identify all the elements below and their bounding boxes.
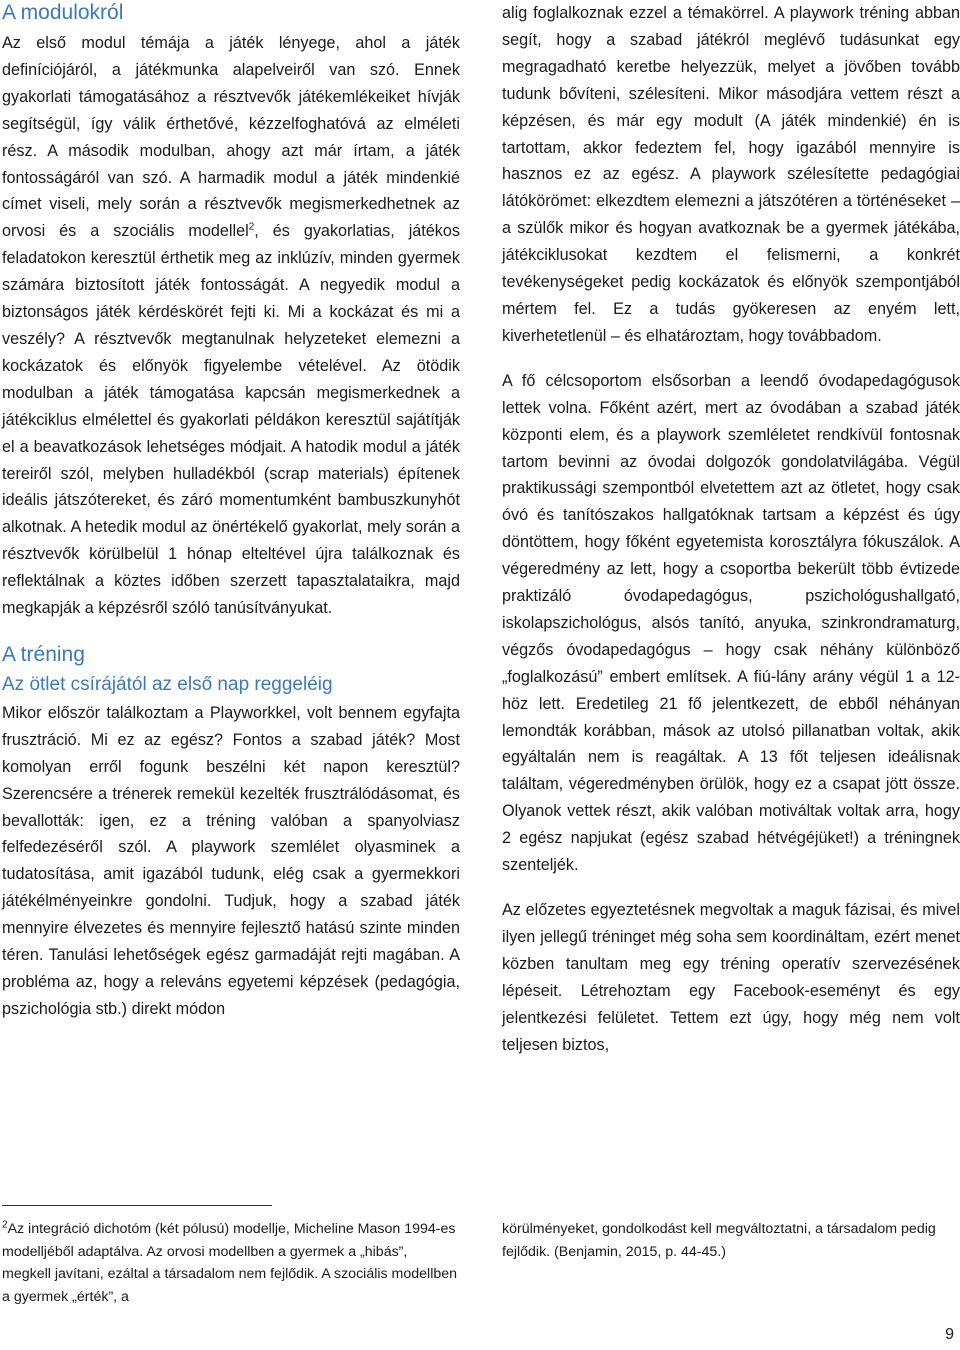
paragraph-modules <box>2 30 460 622</box>
heading-modules: A modulokról <box>2 1 124 24</box>
footnote-right: körülményeket, gondolkodást kell megváltoztatni, a társadalom pedig fejlődik. (Benjamin, 2015, p. 44-45.) <box>502 1221 936 1260</box>
paragraph-preparation: Az előzetes egyeztetésnek megvoltak a maguk fázisai, és mivel ilyen jellegű tréninget még soha sem koordináltam, ezért menet közben tanultam meg egy tréning operatív szervezésének lépéseit. Létrehoztam egy Facebook-eseményt és egy jelentkezési felületet. Tettem ezt úgy, hogy még nem volt teljesen biztos, <box>502 901 960 1054</box>
right-column <box>502 0 960 1058</box>
paragraph-target-group: A fő célcsoportom elsősorban a leendő óvodapedagógusok lettek volna. Főként azért, mert az óvodában a szabad játék központi elem, és a playwork szemléletet rendkívül fontosnak tartom bevinni az óvodai dolgozók gondolatvilágába. Végül praktikussági szempontból elvetettem azt az ötletet, hogy csak óvó és tanítószakos hallgatóknak tartsam a képzést és úgy döntöttem, hogy főként egyetemista korosztályra fókuszálok. A végeredmény az lett, hogy a csoportba bekerült több évtizede praktizáló óvodapedagógus, pszichológushallgató, iskolapszichológus, alsós tanító, anyuka, szinkrondramaturg, végzős óvodapedagógus – hogy csak néhány különböző „foglalkozású” embert említsek. A fiú-lány arány végül 1 a 12-höz lett. Eredetileg 21 fő jelentkezett, de ebből néhányan lemondták korábban, mások az utolsó pillanatban voltak, akik egyáltalán nem is reagáltak. A 13 főt teljesen ideálisnak találtam, végeredményben örülök, hogy ez a csapat jött össze. Olyanok vettek részt, akik valóban motiváltak voltak arra, hogy 2 egész napjukat (egész szabad hétvégéjüket!) a tréningnek szenteljék. <box>502 371 960 875</box>
paragraph-modules-text-a: Az első modul témája a játék lényege, ahol a játék definíciójáról, a játékmunka alapelveiről van szó. Ennek gyakorlati támogatásához a résztvevők játékemlékeiket hívják segítségül, így válik érthetővé, kézzelfoghatóvá az elméleti rész. A második modulban, ahogy azt már írtam, a játék fontosságáról van szó. A harmadik modul a játék mindenkié címet viseli, mely során a résztvevők megismerkedhetnek az orvosi és a szociális modellel <box>2 34 460 241</box>
footnote-separator <box>2 1205 272 1206</box>
heading-training: A tréning <box>2 642 85 666</box>
subheading-idea: Az ötlet csírájától az első nap reggeléig <box>2 673 333 695</box>
paragraph-modules-text-b: , és gyakorlatias, játékos feladatokon keresztül érthetik meg az inklúzív, minden gyermek számára biztosított játék fontosságát. A negyedik modul a biztonságos játék kérdéskörét fejti ki. Mi a kockázat és mi a veszély? A résztvevők megtanulnak helyzeteket elemezni a kockázatok és előnyök figyelembe vételével. Az ötödik modulban a játék támogatása kapcsán megismerkednek a játékciklus elmélettel és gyakorlati példákon keresztül sajátítják el a beavatkozások lehetséges módjait. A hatodik modul a játék tereiről szól, melyben hulladékból (scrap materials) építenek ideális játszótereket, és záró momentumként bambuszkunyhót alkotnak. A hetedik modul az önértékelő gyakorlat, mely során a résztvevők körülbelül 1 hónap elteltével újra találkoznak és reflektálnak a köztes időben szerzett tapasztalataikra, majd megkapják a képzésről szóló tanúsítványukat. <box>2 222 460 618</box>
left-column <box>2 0 460 1023</box>
paragraph-continued: alig foglalkoznak ezzel a témakörrel. A playwork tréning abban segít, hogy a szabad játékról meglévő tudásunkat egy megragadható keretbe helyezzük, melyet a jövőben tovább tudunk bővíteni, szélesíteni. Mikor másodjára vettem részt a képzésen, és már egy modult (A játék mindenkié) én is tartottam, akkor fedeztem fel, hogy igazából mennyire is hasznos ez az egész. A playwork szélesítette pedagógiai látókörömet: elkezdtem elemezni a játszótéren a történéseket – a szülők mikor és hogyan avatkoznak be a gyermek játékába, játékciklusokat kezdtem el felismerni, a konkrét tevékenységeket pedig kockázatok és előnyök szempontjából mértem fel. Ez a tudás gyökeresen az enyém lett, kiverhetetlenül – és elhatároztam, hogy továbbadom. <box>502 4 960 345</box>
footnote-left <box>2 1218 460 1308</box>
footnote-left-text: Az integráció dichotóm (két pólusú) modellje, Micheline Mason 1994-es modelljéből adaptálva. Az orvosi modellben a gyermek a „hibás”, megkell javítani, ezáltal a társadalom nem fejlődik. A szociális modellben a gyermek „érték”, a <box>2 1221 458 1305</box>
paragraph-idea: Mikor először találkoztam a Playworkkel, volt bennem egyfajta frusztráció. Mi ez az egész? Fontos a szabad játék? Most komolyan erről fogunk beszélni két napon keresztül? Szerencsére a trénerek remekül kezelték frusztrálódásomat, és bevallották: igen, ez a tréning valóban a spanyolviasz felfedezéséről szól. A playwork szemlélet olyasminek a tudatosítása, amit igazából tudunk, elég csak a gyermekkori játékélményeinkre gondolni. Tudjuk, hogy a szabad játék mennyire élvezetes és mennyire fejlesztő hatású szinte minden téren. Tanulási lehetőségek egész garmadáját rejti magában. A probléma az, hogy a releváns egyetemi képzések (pedagógia, pszichológia stb.) direkt módon <box>2 703 460 1018</box>
footnote-reference: 2 <box>248 221 255 233</box>
footnote-marker: 2 <box>2 1219 8 1231</box>
page-number: 9 <box>945 1326 954 1343</box>
